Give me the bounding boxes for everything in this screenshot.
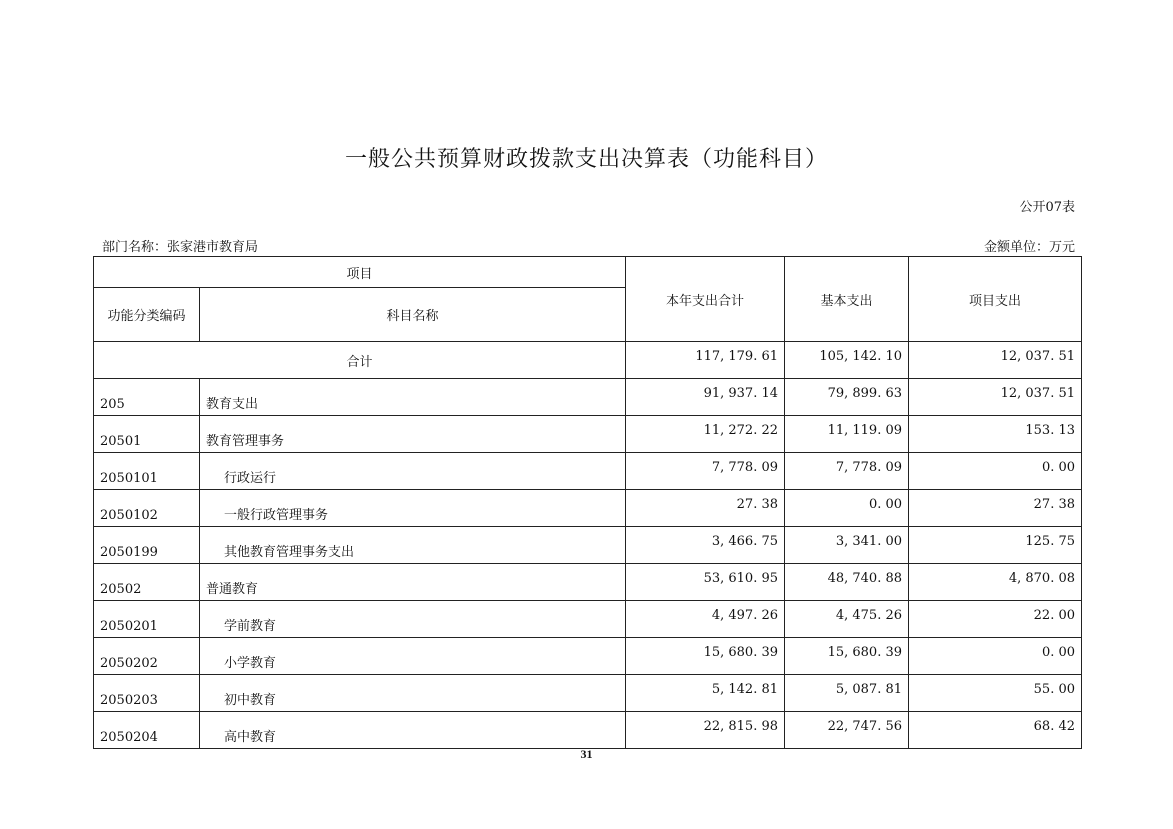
row-name: 学前教育 — [200, 601, 626, 638]
table-row — [94, 675, 1082, 712]
row-basic: 3, 341. 00 — [785, 527, 909, 564]
row-project: 27. 38 — [909, 490, 1082, 527]
row-name: 小学教育 — [200, 638, 626, 675]
header-row-1 — [94, 257, 1082, 288]
header-project: 项目支出 — [909, 257, 1082, 342]
form-number: 公开07表 — [1019, 200, 1075, 215]
row-project: 12, 037. 51 — [909, 379, 1082, 416]
row-total: 11, 272. 22 — [626, 416, 785, 453]
row-total: 4, 497. 26 — [626, 601, 785, 638]
row-name: 一般行政管理事务 — [200, 490, 626, 527]
total-amount: 117, 179. 61 — [626, 342, 785, 379]
row-basic: 15, 680. 39 — [785, 638, 909, 675]
department-name: 部门名称：张家港市教育局 — [102, 240, 259, 255]
table-row — [94, 712, 1082, 749]
table-row — [94, 490, 1082, 527]
row-code: 20501 — [94, 416, 200, 453]
row-project: 153. 13 — [909, 416, 1082, 453]
row-code: 2050202 — [94, 638, 200, 675]
row-basic: 7, 778. 09 — [785, 453, 909, 490]
row-total: 53, 610. 95 — [626, 564, 785, 601]
row-name: 行政运行 — [200, 453, 626, 490]
row-name: 其他教育管理事务支出 — [200, 527, 626, 564]
table-row — [94, 379, 1082, 416]
row-total: 27. 38 — [626, 490, 785, 527]
table-row — [94, 416, 1082, 453]
row-name: 普通教育 — [200, 564, 626, 601]
row-total: 7, 778. 09 — [626, 453, 785, 490]
row-basic: 0. 00 — [785, 490, 909, 527]
table-row — [94, 564, 1082, 601]
row-code: 2050102 — [94, 490, 200, 527]
total-project: 12, 037. 51 — [909, 342, 1082, 379]
row-code: 2050101 — [94, 453, 200, 490]
row-name: 教育支出 — [200, 379, 626, 416]
total-row — [94, 342, 1082, 379]
page-title: 一般公共预算财政拨款支出决算表（功能科目） — [344, 147, 828, 172]
row-total: 22, 815. 98 — [626, 712, 785, 749]
table-row — [94, 638, 1082, 675]
row-name: 高中教育 — [200, 712, 626, 749]
header-basic: 基本支出 — [785, 257, 909, 342]
row-code: 2050199 — [94, 527, 200, 564]
row-basic: 22, 747. 56 — [785, 712, 909, 749]
row-basic: 48, 740. 88 — [785, 564, 909, 601]
row-project: 55. 00 — [909, 675, 1082, 712]
row-code: 205 — [94, 379, 200, 416]
header-name: 科目名称 — [200, 288, 626, 342]
table-row — [94, 527, 1082, 564]
row-name: 教育管理事务 — [200, 416, 626, 453]
amount-unit: 金额单位：万元 — [983, 240, 1075, 255]
row-project: 4, 870. 08 — [909, 564, 1082, 601]
row-basic: 79, 899. 63 — [785, 379, 909, 416]
row-total: 3, 466. 75 — [626, 527, 785, 564]
header-item: 项目 — [94, 257, 626, 288]
total-basic: 105, 142. 10 — [785, 342, 909, 379]
row-basic: 4, 475. 26 — [785, 601, 909, 638]
row-code: 2050201 — [94, 601, 200, 638]
page-number: 31 — [580, 747, 593, 761]
row-project: 125. 75 — [909, 527, 1082, 564]
row-code: 20502 — [94, 564, 200, 601]
table-row — [94, 453, 1082, 490]
row-basic: 5, 087. 81 — [785, 675, 909, 712]
row-total: 91, 937. 14 — [626, 379, 785, 416]
row-project: 22. 00 — [909, 601, 1082, 638]
row-project: 0. 00 — [909, 453, 1082, 490]
table-row — [94, 601, 1082, 638]
header-total: 本年支出合计 — [626, 257, 785, 342]
row-total: 5, 142. 81 — [626, 675, 785, 712]
row-project: 0. 00 — [909, 638, 1082, 675]
header-code: 功能分类编码 — [94, 288, 200, 342]
total-label: 合计 — [94, 342, 626, 379]
row-basic: 11, 119. 09 — [785, 416, 909, 453]
expenditure-table — [93, 256, 1082, 749]
row-project: 68. 42 — [909, 712, 1082, 749]
row-name: 初中教育 — [200, 675, 626, 712]
row-code: 2050203 — [94, 675, 200, 712]
row-code: 2050204 — [94, 712, 200, 749]
row-total: 15, 680. 39 — [626, 638, 785, 675]
